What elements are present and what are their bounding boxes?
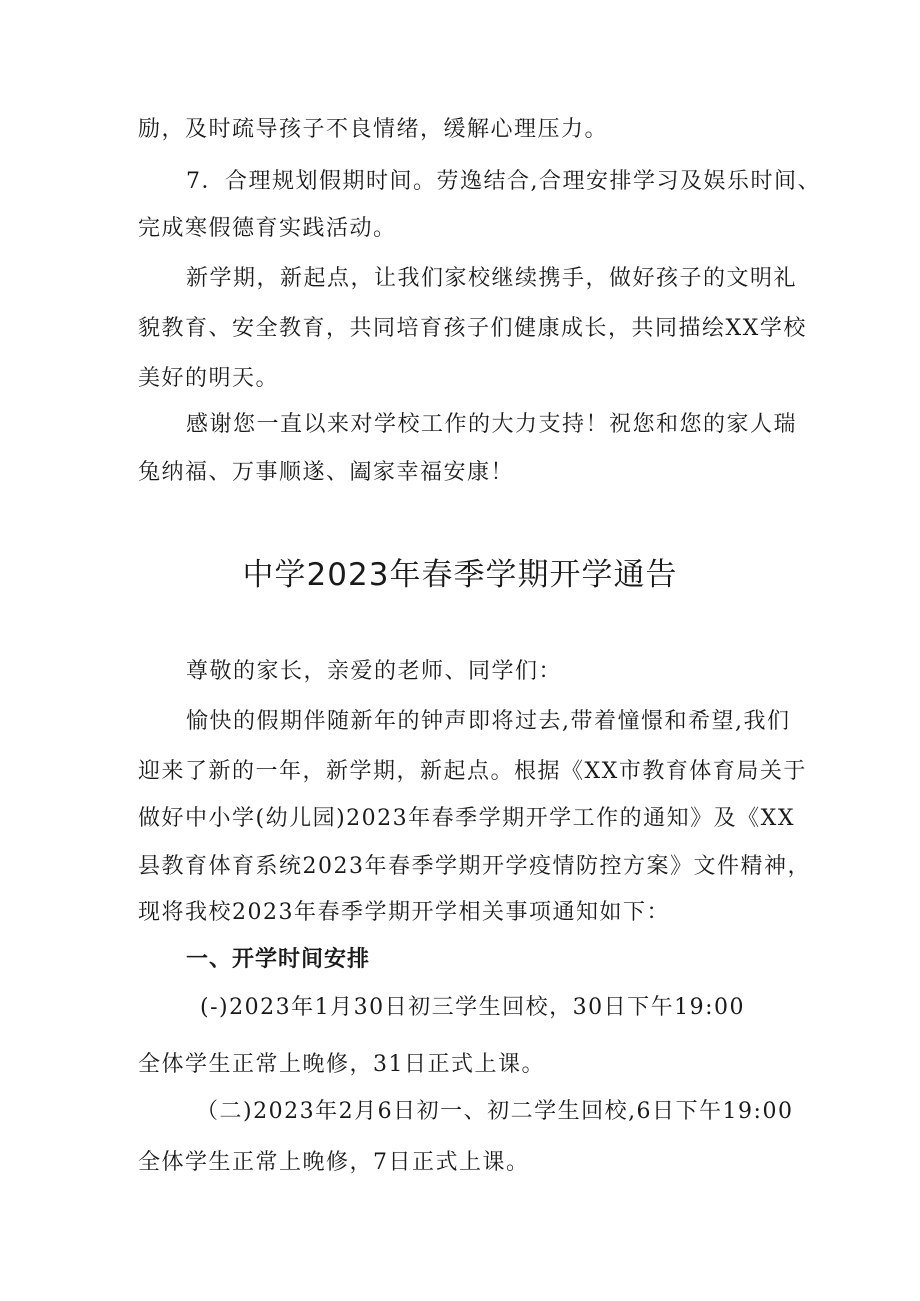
intro-paragraph-line: 县教育体育系统2023年春季学期开学疫情防控方案》文件精神， — [138, 854, 811, 879]
list-item-7-line: 完成寒假德育实践活动。 — [138, 216, 397, 241]
schedule-item-1-line: 全体学生正常上晚修，31日正式上课。 — [138, 1052, 545, 1077]
closing-paragraph-line: 貌教育、安全教育，共同培育孩子们健康成长，共同描绘XX学校 — [138, 316, 807, 341]
thanks-paragraph-line: 感谢您一直以来对学校工作的大力支持！祝您和您的家人瑞 — [186, 412, 798, 437]
closing-paragraph-line: 新学期，新起点，让我们家校继续携手，做好孩子的文明礼 — [186, 266, 798, 291]
paragraph-line: 励，及时疏导孩子不良情绪，缓解心理压力。 — [138, 117, 609, 142]
salutation: 尊敬的家长，亲爱的老师、同学们： — [186, 659, 563, 684]
intro-paragraph-line: 愉快的假期伴随新年的钟声即将过去,带着憧憬和希望,我们 — [186, 709, 791, 734]
closing-paragraph-line: 美好的明天。 — [138, 366, 280, 391]
intro-paragraph-line: 迎来了新的一年，新学期，新起点。根据《XX市教育体育局关于 — [138, 759, 807, 784]
intro-paragraph-line: 做好中小学(幼儿园)2023年春季学期开学工作的通知》及《XX — [138, 806, 795, 831]
intro-paragraph-line: 现将我校2023年春季学期开学相关事项通知如下： — [138, 900, 670, 925]
notice-title: 中学2023年春季学期开学通告 — [242, 557, 678, 593]
schedule-item-2-line: （二)2023年2月6日初一、初二学生回校,6日下午19:00 — [196, 1099, 794, 1124]
list-item-7-line: 7．合理规划假期时间。劳逸结合,合理安排学习及娱乐时间、 — [186, 169, 821, 194]
section-heading: 一、开学时间安排 — [186, 947, 371, 972]
schedule-item-2-line: 全体学生正常上晚修，7日正式上课。 — [138, 1150, 530, 1175]
thanks-paragraph-line: 兔纳福、万事顺遂、阖家幸福安康！ — [138, 460, 515, 485]
schedule-item-1-line: (-)2023年1月30日初三学生回校，30日下午19:00 — [200, 995, 745, 1020]
